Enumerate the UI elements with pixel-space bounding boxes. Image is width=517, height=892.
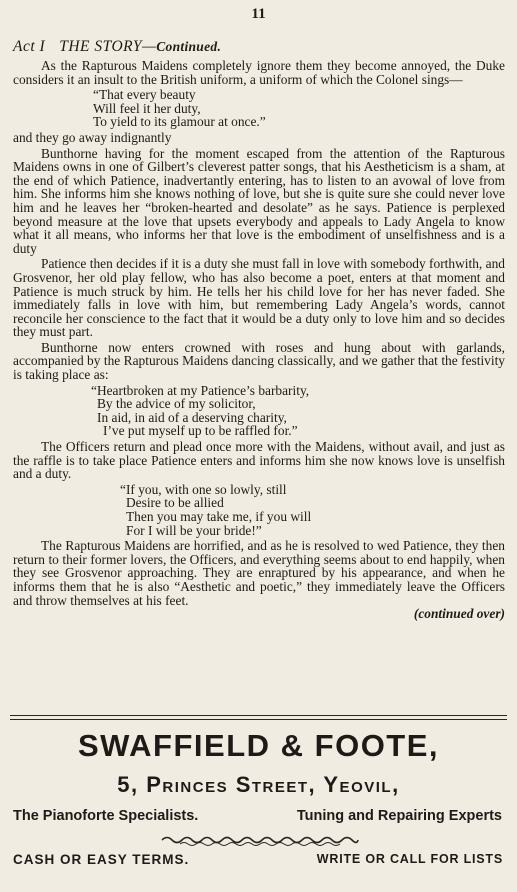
verse-line: In aid, in aid of a deserving charity, <box>97 409 287 425</box>
advert-tagline-row <box>0 808 517 828</box>
story-paragraph-1: As the Rapturous Maidens completely ignore them they become annoyed, the Duke considers it an insult to the British uniform, a uniform of which the Colonel sings— <box>13 58 505 87</box>
story-paragraph-2: Bunthorne having for the moment escaped from the attention of the Rapturous Maidens owns in one of Gilbert’s cleverest patter songs, that his Aestheticism is a sham, at the end of which Patience, inadvertantly entering, has to listen to an avowal of love from him. She informs him she knows nothing of love, but she is quite sure she could never love him and he leaves her “broken-hearted and desolate” as he says. Patience is perplexed beyond measure at the love that upsets everybody and appeals to Lady Angela to know what it all means, who informs her that love is the embodiment of unselfishness and is a duty <box>13 145 505 256</box>
story-paragraph-1-end: and they go away indignantly <box>13 129 172 145</box>
advert-tagline-left: The Pianoforte Specialists. <box>13 808 199 824</box>
verse-line: Desire to be allied <box>126 495 224 511</box>
story-paragraph-5: The Officers return and plead once more with the Maidens, without avail, and just as the raffle is to take place Patience enters and informs him she now knows love is unselfish and a duty. <box>13 439 505 482</box>
continued-over-note: (continued over) <box>413 606 505 622</box>
verse-line: For I will be your bride!” <box>126 522 262 538</box>
story-paragraph-3: Patience then decides if it is a duty she must fall in love with somebody forthwith, and Grosvenor, her old play fellow, who has also become a poet, enters at that moment and Patience is much struck by him. He tells her his child love for her has never faded. She immediately falls in love with him, but remembering Lady Angela’s words, cannot reconcile her conscience to the fact that it would be a duty only to love him and so decides they must part. <box>13 256 505 340</box>
story-paragraph-4: Bunthorne now enters crowned with roses and hung about with garlands, accompanied by the Rapturous Maidens dancing classically, and we gather that the festivity is taking place as: <box>13 339 505 383</box>
advert-bottom-row <box>0 852 517 872</box>
story-title: THE STORY— <box>59 38 157 55</box>
verse-line: By the advice of my solicitor, <box>97 396 256 412</box>
verse-line: I’ve put myself up to be raffled for.” <box>103 423 298 439</box>
verse-line: Then you may take me, if you will <box>126 509 312 524</box>
verse-bunthorne <box>13 384 505 438</box>
divider-rule <box>10 715 507 716</box>
advert-tagline-right: Tuning and Repairing Experts <box>296 808 502 824</box>
story-heading <box>13 38 505 56</box>
story-section <box>13 38 505 621</box>
continued-label: Continued. <box>156 39 222 54</box>
advert-write-call: WRITE OR CALL FOR LISTS <box>316 852 503 866</box>
advert-address: 5, Princes Street, Yeovil, <box>117 772 400 797</box>
verse-colonel <box>13 88 505 129</box>
advert-title: SWAFFIELD & FOOTE, <box>77 728 440 763</box>
verse-line: “If you, with one so lowly, still <box>120 481 287 497</box>
verse-patience <box>13 483 505 537</box>
verse-line: Will feel it her duty, <box>93 100 201 116</box>
verse-line: “Heartbroken at my Patience’s barbarity, <box>91 382 310 398</box>
verse-line: To yield to its glamour at once.” <box>93 114 266 130</box>
divider-rule <box>10 719 507 720</box>
advert-terms: CASH OR EASY TERMS. <box>13 852 190 867</box>
wavy-ornament-icon <box>160 832 360 848</box>
verse-line: “That every beauty <box>93 87 196 103</box>
act-label: Act I <box>13 38 46 55</box>
story-paragraph-6: The Rapturous Maidens are horrified, and as he is resolved to wed Patience, they then return to their former lovers, the Officers, and everything seems about to end happily, when they see Grosvenor approaching. They are enraptured by his appearance, and when he informs them that he is also “Aesthetic and poetic,” they immediately leave the Officers and throw themselves at his feet. <box>13 538 505 608</box>
page-number: 11 <box>251 6 266 22</box>
